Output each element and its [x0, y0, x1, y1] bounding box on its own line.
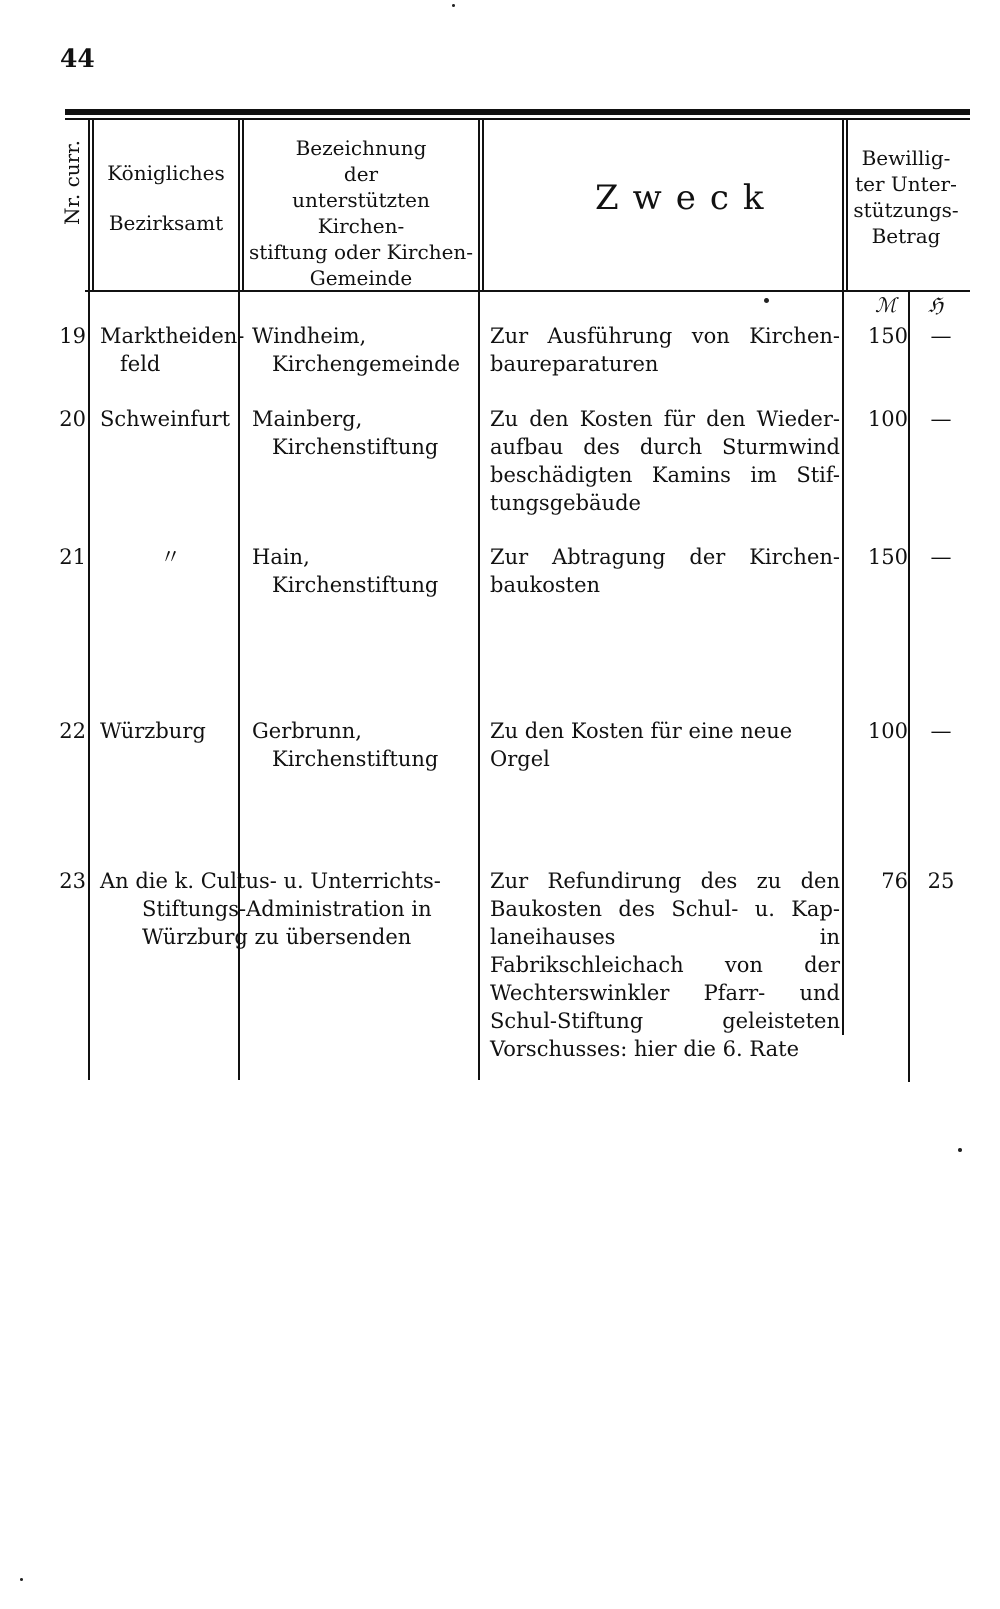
- row-stiftung: [252, 405, 472, 461]
- currency-pf-label: ℌ: [928, 293, 944, 317]
- header-bezirksamt-line1: Königliches: [107, 161, 225, 185]
- row-stiftung: [252, 543, 472, 599]
- row-pf: —: [930, 324, 952, 348]
- row-bezirksamt-ditto: 〃: [160, 545, 181, 569]
- row-nr: 23: [59, 869, 86, 893]
- header-bezirksamt-line2: Bezirksamt: [108, 211, 224, 235]
- header-stiftung-line: stiftung oder Kirchen-: [248, 240, 474, 264]
- currency-mark-label: ℳ: [875, 293, 897, 317]
- column-divider-zweck: [842, 120, 844, 1035]
- row-zweck: Zur Ausführung von Kirchen-baureparaturen: [490, 324, 840, 376]
- row-bezirksamt-line: An die k. Cultus- u. Unterrichts-: [100, 869, 441, 893]
- row-pf: —: [930, 545, 952, 569]
- row-mark: 100: [867, 719, 908, 743]
- row-mark: 150: [867, 545, 908, 569]
- row-bezirksamt-line: Würzburg: [100, 719, 206, 743]
- row-stiftung-line: Kirchenstiftung: [272, 747, 439, 771]
- header-rule-thin: [65, 118, 970, 120]
- row-zweck: Zur Abtragung der Kirchen-baukosten: [490, 545, 840, 597]
- row-zweck: Zu den Kosten für eine neue Orgel: [490, 719, 793, 771]
- row-stiftung: [252, 717, 472, 773]
- row-pf: —: [930, 719, 952, 743]
- column-divider-bezirksamt-inner: [242, 120, 244, 290]
- row-nr: 22: [59, 719, 86, 743]
- row-bezirksamt-line: Würzburg zu übersenden: [142, 925, 412, 949]
- header-betrag-line: Bewillig-: [861, 146, 951, 170]
- header-betrag-line: Betrag: [871, 224, 941, 248]
- row-bezirksamt: [100, 405, 240, 433]
- row-stiftung-line: Mainberg,: [252, 407, 363, 431]
- row-stiftung-line: Windheim,: [252, 324, 367, 348]
- row-bezirksamt: [100, 543, 240, 571]
- column-divider-nr: [88, 120, 90, 1080]
- row-stiftung-line: Gerbrunn,: [252, 719, 362, 743]
- column-divider-nr-inner: [92, 120, 94, 290]
- row-stiftung-line: Kirchenstiftung: [272, 573, 439, 597]
- row-bezirksamt-line: Schweinfurt: [100, 407, 231, 431]
- row-nr: 20: [59, 407, 86, 431]
- header-stiftung-line: unterstützten Kirchen-: [292, 188, 430, 238]
- row-bezirksamt: [100, 717, 240, 745]
- column-divider-stiftung-inner: [482, 120, 484, 290]
- header-stiftung: [246, 135, 476, 291]
- column-divider-stiftung: [478, 120, 480, 1080]
- row-bezirksamt: [100, 322, 245, 378]
- row-bezirksamt-line: feld: [120, 352, 161, 376]
- row-stiftung-line: Kirchenstiftung: [272, 435, 439, 459]
- row-stiftung-line: Hain,: [252, 545, 310, 569]
- header-nr-curr: Nr. curr.: [60, 140, 84, 225]
- header-rule-thick: [65, 109, 970, 115]
- page-number: 44: [60, 44, 95, 73]
- header-betrag: [846, 145, 966, 249]
- print-speck: [764, 298, 769, 303]
- header-zweck: Zweck: [595, 178, 778, 218]
- print-speck: [20, 1578, 23, 1581]
- header-stiftung-line: der: [343, 162, 379, 186]
- print-speck: [452, 4, 455, 7]
- header-rule-bottom: [85, 290, 970, 292]
- row-zweck: Zu den Kosten für den Wieder-aufbau des durch Sturmwind beschädigten Kamins im Stif-tungsgebäude: [490, 407, 840, 515]
- header-bezirksamt: [96, 160, 236, 236]
- row-bezirksamt-line: Marktheiden-: [100, 324, 245, 348]
- row-bezirksamt-line: Stiftungs-Administration in: [142, 897, 432, 921]
- row-stiftung-line: Kirchengemeinde: [272, 352, 461, 376]
- row-mark: 100: [867, 407, 908, 431]
- row-bezirksamt-combined: [100, 867, 470, 951]
- header-betrag-line: stützungs-: [853, 198, 959, 222]
- print-speck: [958, 1148, 962, 1152]
- row-pf: —: [930, 407, 952, 431]
- header-stiftung-line: Gemeinde: [309, 266, 413, 290]
- header-stiftung-line: Bezeichnung: [295, 136, 427, 160]
- header-betrag-line: ter Unter-: [855, 172, 957, 196]
- row-mark: 76: [881, 869, 908, 893]
- row-pf: 25: [927, 869, 955, 893]
- row-stiftung: [252, 322, 472, 378]
- row-nr: 19: [59, 324, 86, 348]
- row-nr: 21: [59, 545, 86, 569]
- row-mark: 150: [867, 324, 908, 348]
- column-divider-mark: [908, 292, 910, 1082]
- row-zweck: Zur Refundirung des zu den Baukosten des Schul- u. Kap-laneihauses in Fabrikschleichach von der Wechterswinkler Pfarr- und Schul-Stiftung geleisteten Vorschusses: hier die 6. Rate: [490, 869, 840, 1061]
